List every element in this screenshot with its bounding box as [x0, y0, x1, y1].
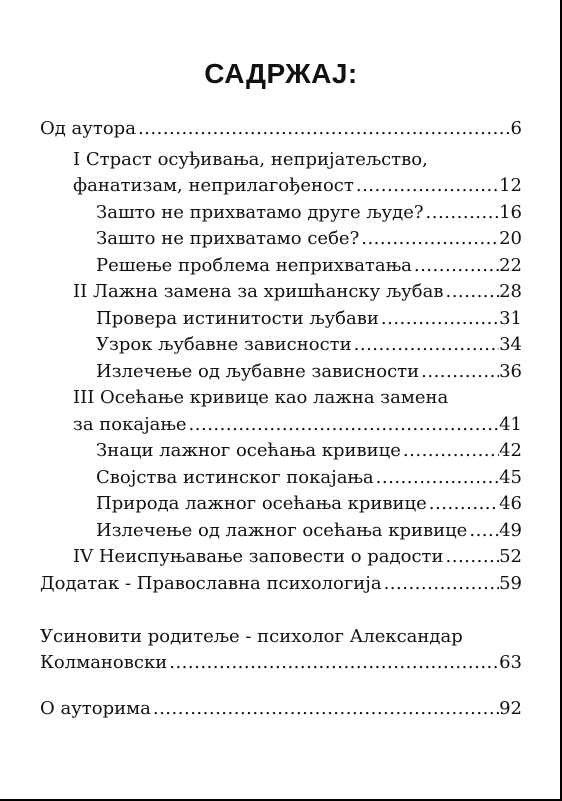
toc-leader-dots [467, 517, 499, 545]
toc-entry-title: Зашто не прихватамо себе? [96, 228, 360, 249]
toc-entry[interactable] [96, 437, 522, 465]
toc-entry-page: 16 [499, 202, 522, 223]
toc-entry-title: Од аутора [40, 118, 136, 139]
toc-leader-dots [419, 358, 499, 386]
toc-leader-dots [151, 695, 499, 723]
toc-entry-page: 49 [499, 520, 522, 541]
toc-entry-title: Додатак - Православна психологија [40, 573, 382, 594]
toc-entry-title: Излечење од лажног осећања кривице [96, 520, 468, 541]
toc-entry[interactable] [96, 225, 522, 253]
toc-leader-dots [167, 649, 499, 677]
toc-entry-page: 36 [499, 361, 522, 382]
toc-entry[interactable] [73, 278, 522, 306]
toc-entry-title: Усиновити родитеље - психолог Александар [40, 626, 463, 647]
toc-leader-dots [424, 199, 500, 227]
toc-leader-dots [427, 490, 499, 518]
toc-entry-page: 42 [499, 440, 522, 461]
toc-entry-title: Решење проблема неприхватања [96, 255, 412, 276]
toc-entry-title: за покајање [73, 414, 187, 435]
toc-entry[interactable] [96, 252, 522, 280]
toc-entry-page: 31 [499, 308, 522, 329]
toc-entry-page: 45 [499, 467, 522, 488]
toc-leader-dots [443, 278, 499, 306]
toc-entry[interactable] [96, 490, 522, 518]
toc-entry[interactable] [40, 649, 522, 677]
toc-entry-title: Природа лажног осећања кривице [96, 493, 427, 514]
toc-entry-title: Знаци лажног осећања кривице [96, 440, 401, 461]
toc-entry[interactable] [40, 115, 522, 143]
toc-entry[interactable] [73, 543, 522, 571]
toc-leader-dots [401, 437, 499, 465]
toc-entry-page: 92 [499, 698, 522, 719]
toc-entry-title: I Страст осуђивања, непријатељство, [73, 149, 428, 170]
toc-entry-page: 52 [499, 546, 522, 567]
toc-entry-title: Узрок љубавне зависности [96, 334, 352, 355]
toc-entry-page: 28 [499, 281, 522, 302]
toc-entry-title: фанатизам, неприлагођеност [73, 175, 354, 196]
toc-entry-page: 20 [499, 228, 522, 249]
toc-entry-page: 6 [510, 118, 522, 139]
toc-entry-title: Провера истинитости љубави [96, 308, 379, 329]
toc-entry-title: III Осећање кривице као лажна замена [73, 387, 449, 408]
toc-leader-dots [374, 464, 499, 492]
toc-entry-title: IV Неиспуњавање заповести о радости [73, 546, 444, 567]
toc-entry-page: 34 [499, 334, 522, 355]
toc-leader-dots [412, 252, 499, 280]
toc-entry-page: 22 [499, 255, 522, 276]
toc-entry[interactable] [73, 411, 522, 439]
toc-entry[interactable] [96, 517, 522, 545]
toc-entry-title: II Лажна замена за хришћанску љубав [73, 281, 444, 302]
toc-leader-dots [187, 411, 500, 439]
toc-entry-page: 59 [499, 573, 522, 594]
toc-entry[interactable] [96, 331, 522, 359]
toc-leader-dots [379, 305, 499, 333]
page-title: САДРЖАЈ: [204, 58, 358, 89]
toc-entry[interactable] [40, 695, 522, 723]
toc-leader-dots [354, 172, 499, 200]
toc-entry-title: Колмановски [40, 652, 168, 673]
toc-entry-title: Зашто не прихватамо друге људе? [96, 202, 424, 223]
toc-entry[interactable] [73, 172, 522, 200]
toc-entry-title: Излечење од љубавне зависности [96, 361, 420, 382]
toc-entry[interactable] [96, 199, 522, 227]
toc-leader-dots [359, 225, 499, 253]
toc-leader-dots [352, 331, 499, 359]
toc-entry[interactable] [40, 570, 522, 598]
toc-entry-page: 46 [499, 493, 522, 514]
toc-entry-page: 41 [499, 414, 522, 435]
toc-entry-page: 63 [499, 652, 522, 673]
toc-entry-page: 12 [499, 175, 522, 196]
toc-leader-dots [382, 570, 500, 598]
toc-entry-title: Својства истинског покајања [96, 467, 374, 488]
toc-entry-title: О ауторима [40, 698, 151, 719]
toc-entry[interactable] [96, 464, 522, 492]
toc-leader-dots [136, 115, 511, 143]
toc-entry[interactable] [96, 358, 522, 386]
toc-leader-dots [444, 543, 500, 571]
toc-entry[interactable] [96, 305, 522, 333]
